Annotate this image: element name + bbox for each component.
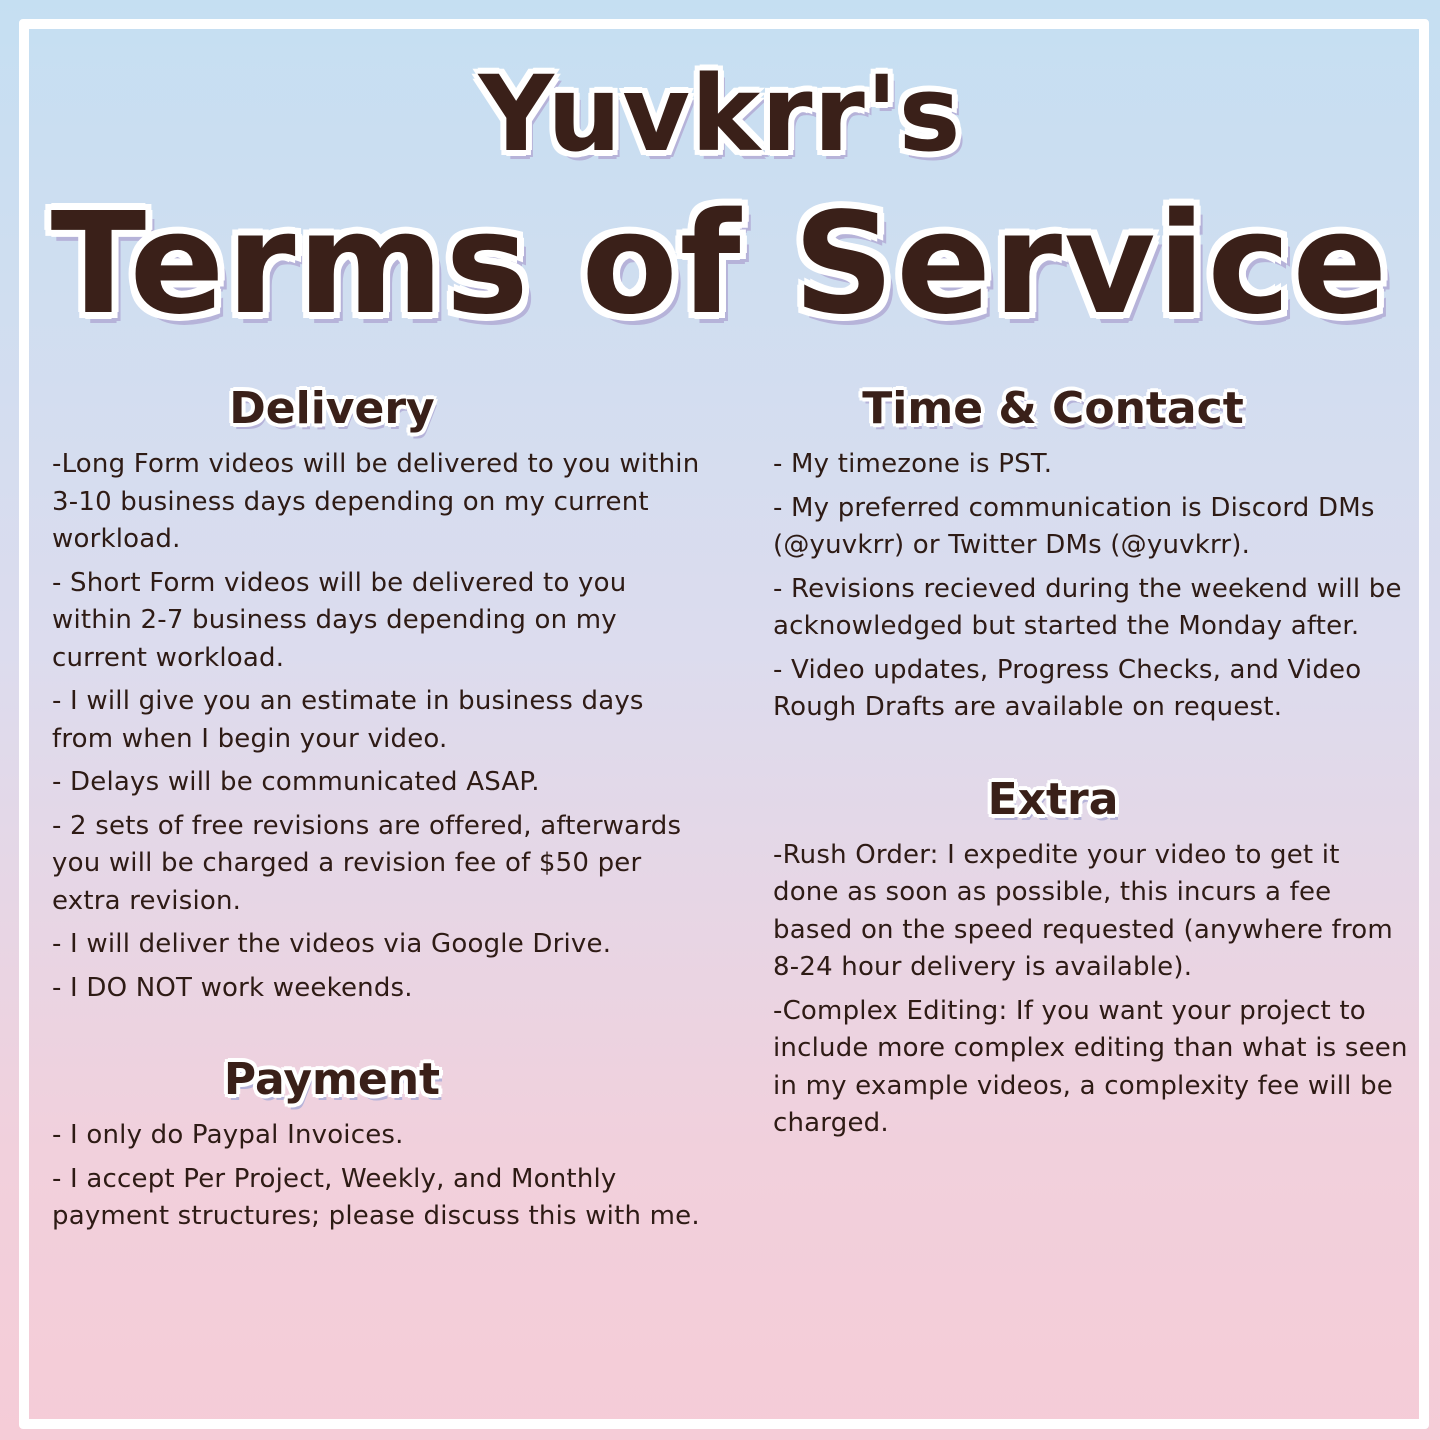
extra-item: -Rush Order: I expedite your video to get it done as soon as possible, this incurs a fee based on the speed requested (anywhere from 8-24 hour delivery is available). <box>773 839 1393 982</box>
delivery-item: - I will deliver the videos via Google Drive. <box>52 929 612 959</box>
time-contact-list <box>773 446 1413 727</box>
delivery-heading: Delivery <box>229 383 435 434</box>
left-column <box>52 378 712 1242</box>
extra-list <box>773 837 1413 1143</box>
spacer <box>773 733 1413 769</box>
delivery-item: - Delays will be communicated ASAP. <box>52 767 540 797</box>
delivery-item: - 2 sets of free revisions are offered, afterwards you will be charged a revision fee of $50 per extra revision. <box>52 810 682 916</box>
spacer <box>52 1013 712 1049</box>
payment-item: - I only do Paypal Invoices. <box>52 1120 404 1150</box>
payment-list <box>52 1117 712 1236</box>
delivery-item: - Short Form videos will be delivered to you within 2-7 business days depending on my current workload. <box>52 567 627 673</box>
time-contact-item: - My timezone is PST. <box>773 449 1053 479</box>
time-contact-heading: Time & Contact <box>862 383 1244 434</box>
time-contact-item: - Revisions recieved during the weekend will be acknowledged but started the Monday after. <box>773 573 1402 641</box>
time-contact-item: - Video updates, Progress Checks, and Video Rough Drafts are available on request. <box>773 654 1362 722</box>
payment-heading: Payment <box>223 1054 441 1105</box>
delivery-item: - I will give you an estimate in business days from when I begin your video. <box>52 686 644 754</box>
payment-item: - I accept Per Project, Weekly, and Monthly payment structures; please discuss this with me. <box>52 1163 700 1231</box>
delivery-item: - I DO NOT work weekends. <box>52 972 413 1003</box>
delivery-list <box>52 446 712 1007</box>
right-column <box>773 378 1413 1149</box>
time-contact-item: - My preferred communication is Discord DMs (@yuvkrr) or Twitter DMs (@yuvkrr). <box>773 492 1375 560</box>
extra-heading: Extra <box>987 773 1119 825</box>
extra-item: -Complex Editing: If you want your project to include more complex editing than what is seen in my example videos, a complexity fee will be charged. <box>773 995 1408 1138</box>
page-title: Terms of Service <box>50 183 1390 346</box>
title-owner: Yuvkrr's <box>478 53 962 175</box>
delivery-item: -Long Form videos will be delivered to you within 3-10 business days depending on my current workload. <box>52 449 700 554</box>
